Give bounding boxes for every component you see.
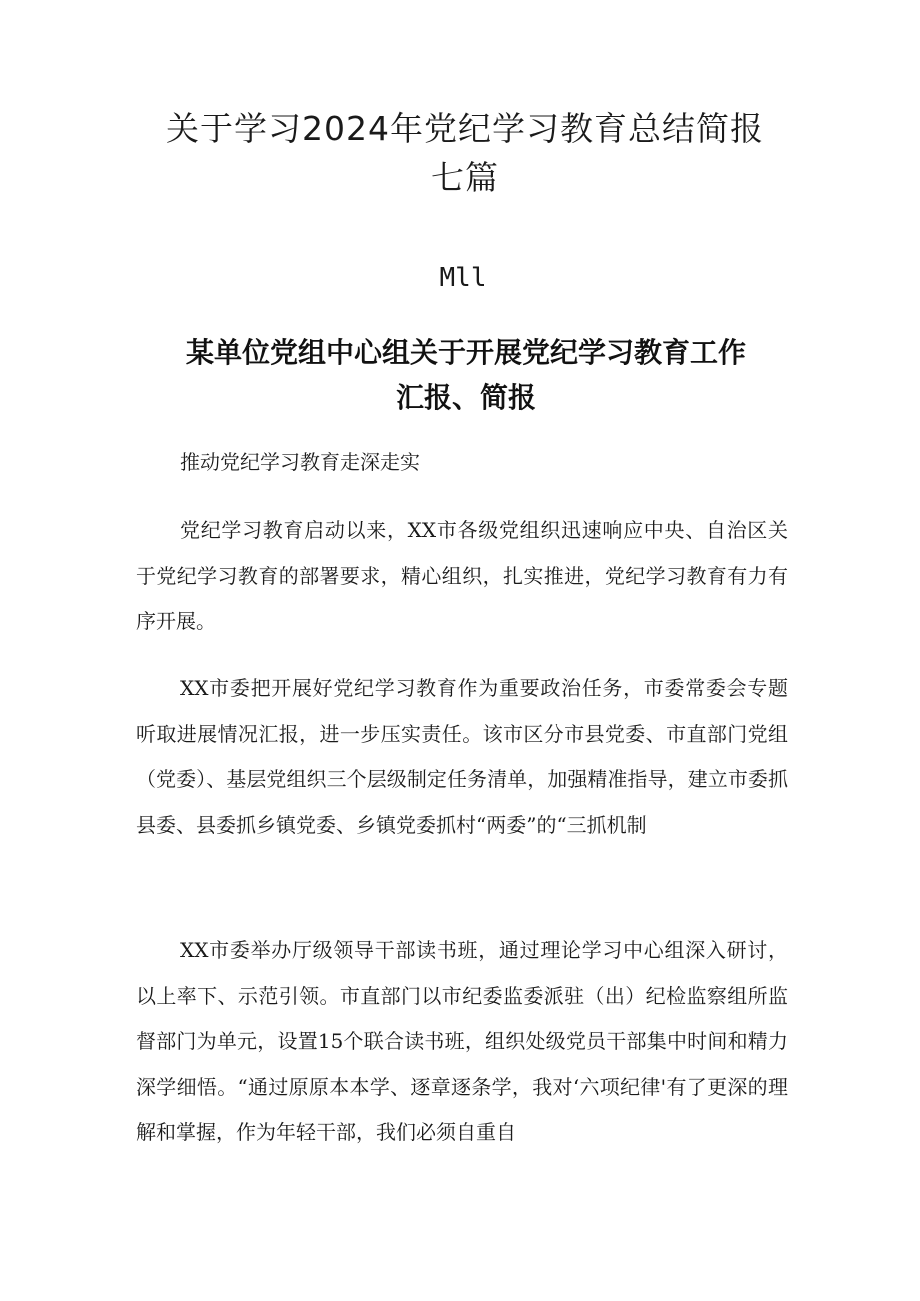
paragraph-3: XX市委举办厅级领导干部读书班，通过理论学习中心组深入研讨，以上率下、示范引领。市直部门以市纪委监委派驻（出）纪检监察组所监督部门为单元，设置15个联合读书班，组织处级党员干部集中时间和精力深学细悟。“通过原原本本学、逐章逐条学，我对‘六项纪律'有了更深的理解和掌握，作为年轻干部，我们必须自重自 xyxy=(136,938,788,1144)
document-title: 关于学习2024年党纪学习教育总结简报七篇 xyxy=(166,109,764,197)
article-subtitle-line-2: 汇报、简报 xyxy=(395,381,536,414)
paragraph-intro: 推动党纪学习教育走深走实 xyxy=(180,450,420,474)
paragraph-2: XX市委把开展好党纪学习教育作为重要政治任务，市委常委会专题听取进展情况汇报，进一步压实责任。该市区分市县党委、市直部门党组（党委）、基层党组织三个层级制定任务清单，加强精准指导，建立市委抓县委、县委抓乡镇党委、乡镇党委抓村“两委”的“三抓机制 xyxy=(136,676,788,837)
article-subtitle-line-1: 某单位党组中心组关于开展党纪学习教育工作 xyxy=(185,336,746,369)
paragraph-1: 党纪学习教育启动以来，XX市各级党组织迅速响应中央、自治区关于党纪学习教育的部署要求，精心组织，扎实推进，党纪学习教育有力有序开展。 xyxy=(136,518,788,633)
section-marker: Mll xyxy=(439,263,487,293)
article-subtitle xyxy=(160,330,772,420)
